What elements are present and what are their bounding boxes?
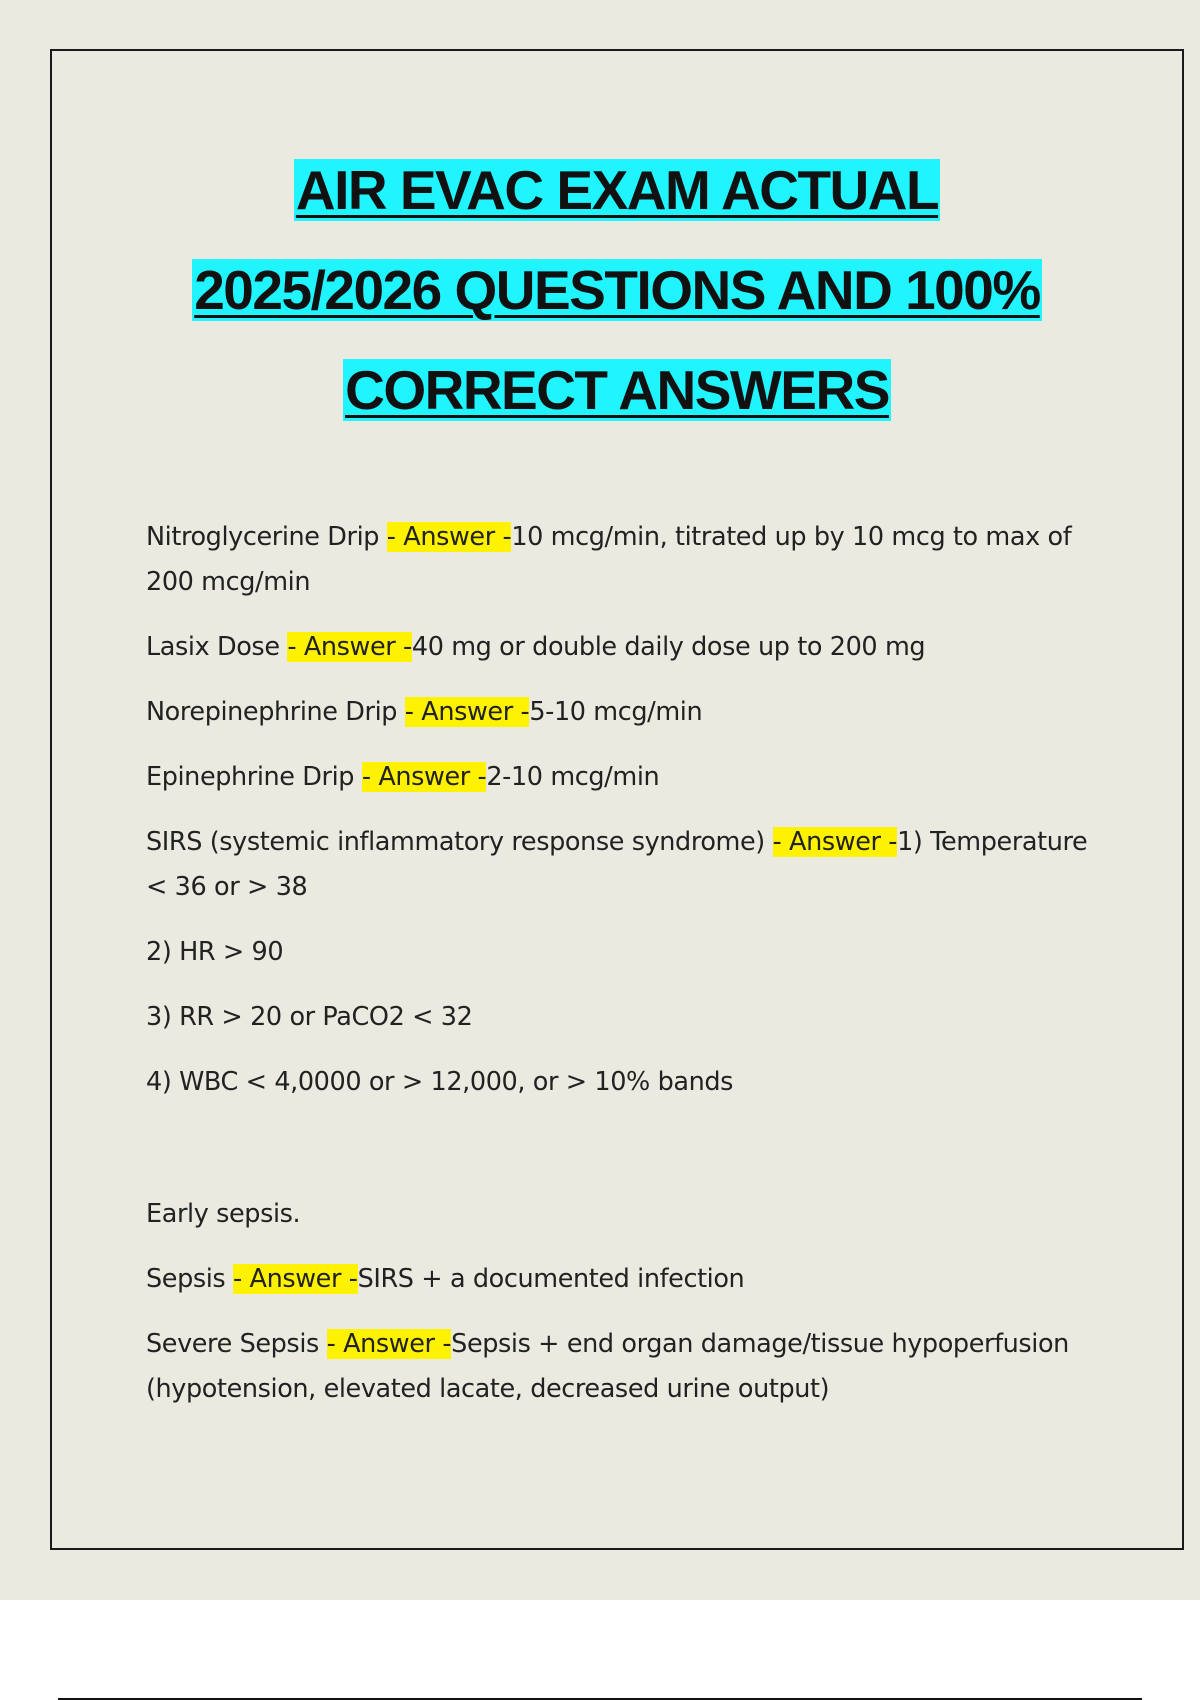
answer-marker: - Answer - — [233, 1264, 358, 1294]
sirs-criterion-wbc: 4) WBC < 4,0000 or > 12,000, or > 10% bands — [146, 1067, 734, 1097]
question-term: Nitroglycerine Drip — [146, 522, 387, 552]
sirs-criterion-hr: 2) HR > 90 — [146, 937, 284, 967]
title-line-1: AIR EVAC EXAM ACTUAL — [295, 159, 939, 221]
title-line-2: 2025/2026 QUESTIONS AND 100% — [194, 259, 1040, 321]
answer-text: 1) Temperature < 36 or > 38 — [146, 827, 1088, 902]
qa-item-severe-sepsis — [146, 1322, 1106, 1412]
title-line-3: CORRECT ANSWERS — [345, 359, 889, 421]
answer-marker: - Answer - — [772, 827, 898, 857]
answer-text: Sepsis + end organ damage/tissue hypoperfusion (hypotension, elevated lacate, decreased urine output) — [146, 1329, 1069, 1404]
note-early-sepsis: Early sepsis. — [146, 1199, 301, 1229]
question-term: Epinephrine Drip — [146, 762, 362, 792]
question-term: Sepsis — [146, 1264, 234, 1294]
answer-text: 10 mcg/min, titrated up by 10 mcg to max of 200 mcg/min — [146, 522, 1072, 597]
answer-marker: - Answer - — [361, 762, 487, 792]
sirs-criterion-rr: 3) RR > 20 or PaCO2 < 32 — [146, 1002, 473, 1032]
question-term: Severe Sepsis — [146, 1329, 327, 1359]
answer-marker: - Answer - — [326, 1329, 452, 1359]
answer-text: 5-10 mcg/min — [529, 697, 703, 727]
qa-item-sirs — [146, 820, 1106, 910]
qa-item-sepsis — [146, 1257, 1106, 1302]
qa-item-epinephrine — [146, 755, 1106, 800]
qa-item-nitroglycerine — [146, 515, 1106, 605]
question-term: Norepinephrine Drip — [146, 697, 405, 727]
answer-marker: - Answer - — [386, 522, 512, 552]
qa-content — [146, 515, 1106, 1432]
answer-text: 2-10 mcg/min — [486, 762, 660, 792]
question-term: Lasix Dose — [146, 632, 288, 662]
answer-marker: - Answer - — [404, 697, 530, 727]
answer-marker: - Answer - — [287, 632, 412, 662]
qa-item-norepinephrine — [146, 690, 1106, 735]
answer-text: 40 mg or double daily dose up to 200 mg — [411, 632, 926, 662]
answer-text: SIRS + a documented infection — [357, 1264, 745, 1294]
spacer — [146, 1125, 1106, 1192]
qa-item-lasix — [146, 625, 1106, 670]
document-title — [50, 140, 1184, 440]
question-term: SIRS (systemic inflammatory response syndrome) — [146, 827, 773, 857]
